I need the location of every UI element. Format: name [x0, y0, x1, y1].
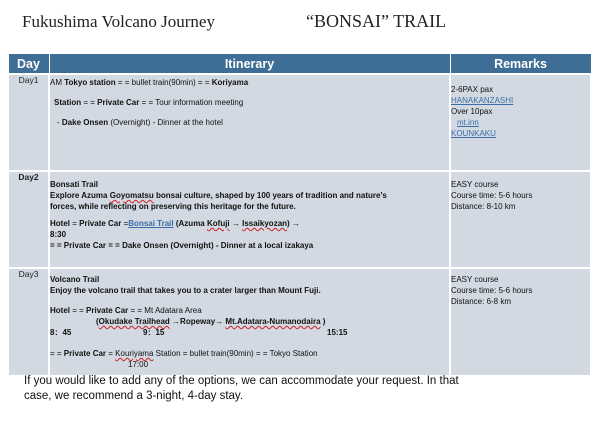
page-title: Fukushima Volcano Journey — [22, 12, 215, 31]
column-header-itinerary: Itinerary — [49, 54, 450, 75]
day1-line3 — [50, 117, 449, 128]
day3-private-car2: Private Car — [63, 349, 107, 358]
remarks-day2 — [450, 171, 591, 268]
day2-course: EASY course — [451, 180, 499, 189]
table-row-day3 — [8, 268, 591, 376]
day3-arrow2: → — [215, 317, 226, 326]
day2-close: ) — [287, 219, 290, 228]
link-mt-inn[interactable]: mt.inn — [457, 118, 479, 127]
day-label-day1: Day1 — [8, 74, 49, 171]
day1-private-car: Private Car — [97, 98, 140, 107]
day2-sep4: = = — [106, 241, 123, 250]
day3-times — [50, 327, 449, 338]
link-bonsai-trail[interactable]: Bonsai Trail — [128, 219, 174, 228]
day3-kouriyama: Kouriyama — [115, 349, 154, 358]
day2-desc-goyomatsu: Goyomatsu — [109, 191, 154, 200]
footer-line2: case, we recommend a 3-night, 4-day stay. — [24, 390, 244, 402]
day2-title: Bonsati Trail — [50, 180, 99, 189]
day-label-day3: Day3 — [8, 268, 49, 376]
day2-distance: Distance: 8-10 km — [451, 202, 516, 211]
day3-line4 — [50, 348, 449, 359]
table-row-day2 — [8, 171, 591, 268]
day2-sep2: = — [121, 219, 129, 228]
day3-mt-adatara: Mt.Adatara-Numanodaira — [225, 317, 321, 326]
day2-kofuji: Kofuji — [206, 219, 230, 228]
day1-overnight: (Overnight) - Dinner at the hotel — [108, 118, 223, 127]
day3-sep2: = = — [128, 306, 145, 315]
day1-bullet-train: bullet train(90min) — [131, 78, 196, 87]
day1-station: Station — [54, 98, 82, 107]
day1-tokyo-station: Tokyo station — [64, 78, 116, 87]
day3-close: ) — [320, 317, 326, 326]
footer-note — [24, 374, 584, 404]
table-row-day1 — [8, 74, 591, 171]
day1-line2 — [50, 97, 449, 108]
day1-line1 — [50, 77, 449, 88]
day1-sep2: = = — [195, 78, 212, 87]
day3-desc: Enjoy the volcano trail that takes you to a crater larger than Mount Fuji. — [50, 286, 321, 295]
day3-route-detail — [50, 316, 449, 327]
itinerary-day3 — [49, 268, 450, 376]
remarks-day1 — [450, 74, 591, 171]
day3-area: Mt Adatara Area — [144, 306, 202, 315]
day3-distance: Distance: 6-8 km — [451, 297, 512, 306]
day1-meeting: Tour information meeting — [155, 98, 244, 107]
day2-time: 8:30 — [50, 230, 67, 239]
day3-course: EASY course — [451, 275, 499, 284]
day3-open: ( — [96, 317, 99, 326]
day1-koriyama: Koriyama — [211, 78, 249, 87]
day3-time4: 17:00 — [128, 360, 149, 369]
day2-route-line — [50, 218, 449, 229]
day2-private-car2: Private Car — [63, 241, 107, 250]
day3-sep4: = — [106, 349, 116, 358]
day2-dake-onsen: Dake Onsen (Overnight) - Dinner at a local izakaya — [122, 241, 314, 250]
day3-course-time: Course time: 5-6 hours — [451, 286, 533, 295]
day1-am: AM — [50, 78, 65, 87]
day3-private-car: Private Car — [86, 306, 129, 315]
table-header-row — [8, 54, 591, 75]
column-header-remarks: Remarks — [450, 54, 591, 75]
day3-time1: 8：45 — [50, 328, 72, 337]
day2-arrow: → — [229, 219, 243, 228]
day2-course-time: Course time: 5-6 hours — [451, 191, 533, 200]
itinerary-table — [7, 53, 592, 377]
day2-desc-line1 — [50, 190, 449, 201]
day3-sep3: = = — [50, 349, 64, 358]
column-header-day: Day — [8, 54, 49, 75]
day1-dake-onsen: Dake Onsen — [61, 118, 109, 127]
day3-return: Station = bullet train(90min) = = Tokyo Station — [153, 349, 318, 358]
day2-arrow2: → — [289, 219, 300, 228]
day3-route-line — [50, 305, 449, 316]
day2-line4 — [50, 240, 449, 251]
day1-sep4: = = — [139, 98, 156, 107]
remarks-pax-small: 2-6PAX pax — [451, 85, 494, 94]
day2-sep1: = — [70, 219, 80, 228]
day2-desc-line2: forces, while reflecting on preserving this heritage for the future. — [50, 202, 296, 211]
day2-desc-a: Explore Azuma — [50, 191, 110, 200]
day3-time2: 9：15 — [143, 328, 165, 337]
day1-dash: - — [57, 118, 62, 127]
day3-hotel: Hotel — [50, 306, 70, 315]
link-kounkaku[interactable]: KOUNKAKU — [451, 129, 496, 138]
day2-private-car: Private Car — [79, 219, 122, 228]
itinerary-day1 — [49, 74, 450, 171]
day3-title: Volcano Trail — [50, 275, 100, 284]
day2-open: ( — [173, 219, 179, 228]
day2-azuma: Azuma — [178, 219, 207, 228]
remarks-pax-large: Over 10pax — [451, 107, 493, 116]
day1-sep3: = = — [81, 98, 98, 107]
remarks-day3 — [450, 268, 591, 376]
day2-desc-c: bonsai culture, shaped by 100 years of tradition and nature's — [153, 191, 387, 200]
footer-line1: If you would like to add any of the options, we can accommodate your request. In that — [24, 375, 459, 387]
day1-sep1: = = — [115, 78, 132, 87]
day3-time3: 15:15 — [327, 328, 348, 337]
link-hanakanzashi[interactable]: HANAKANZASHI — [451, 96, 514, 105]
day2-issaikyozan: Issaikyozan — [242, 219, 288, 228]
day2-hotel: Hotel — [50, 219, 70, 228]
day3-arrow1: → — [169, 317, 181, 326]
day3-ropeway: Ropeway — [180, 317, 216, 326]
day-label-day2: Day2 — [8, 171, 49, 268]
day3-sep1: = = — [70, 306, 87, 315]
trail-title: “BONSAI” TRAIL — [306, 11, 447, 31]
itinerary-day2 — [49, 171, 450, 268]
day3-okudake: Okudake Trailhead — [98, 317, 170, 326]
day2-sep3: = = — [50, 241, 64, 250]
